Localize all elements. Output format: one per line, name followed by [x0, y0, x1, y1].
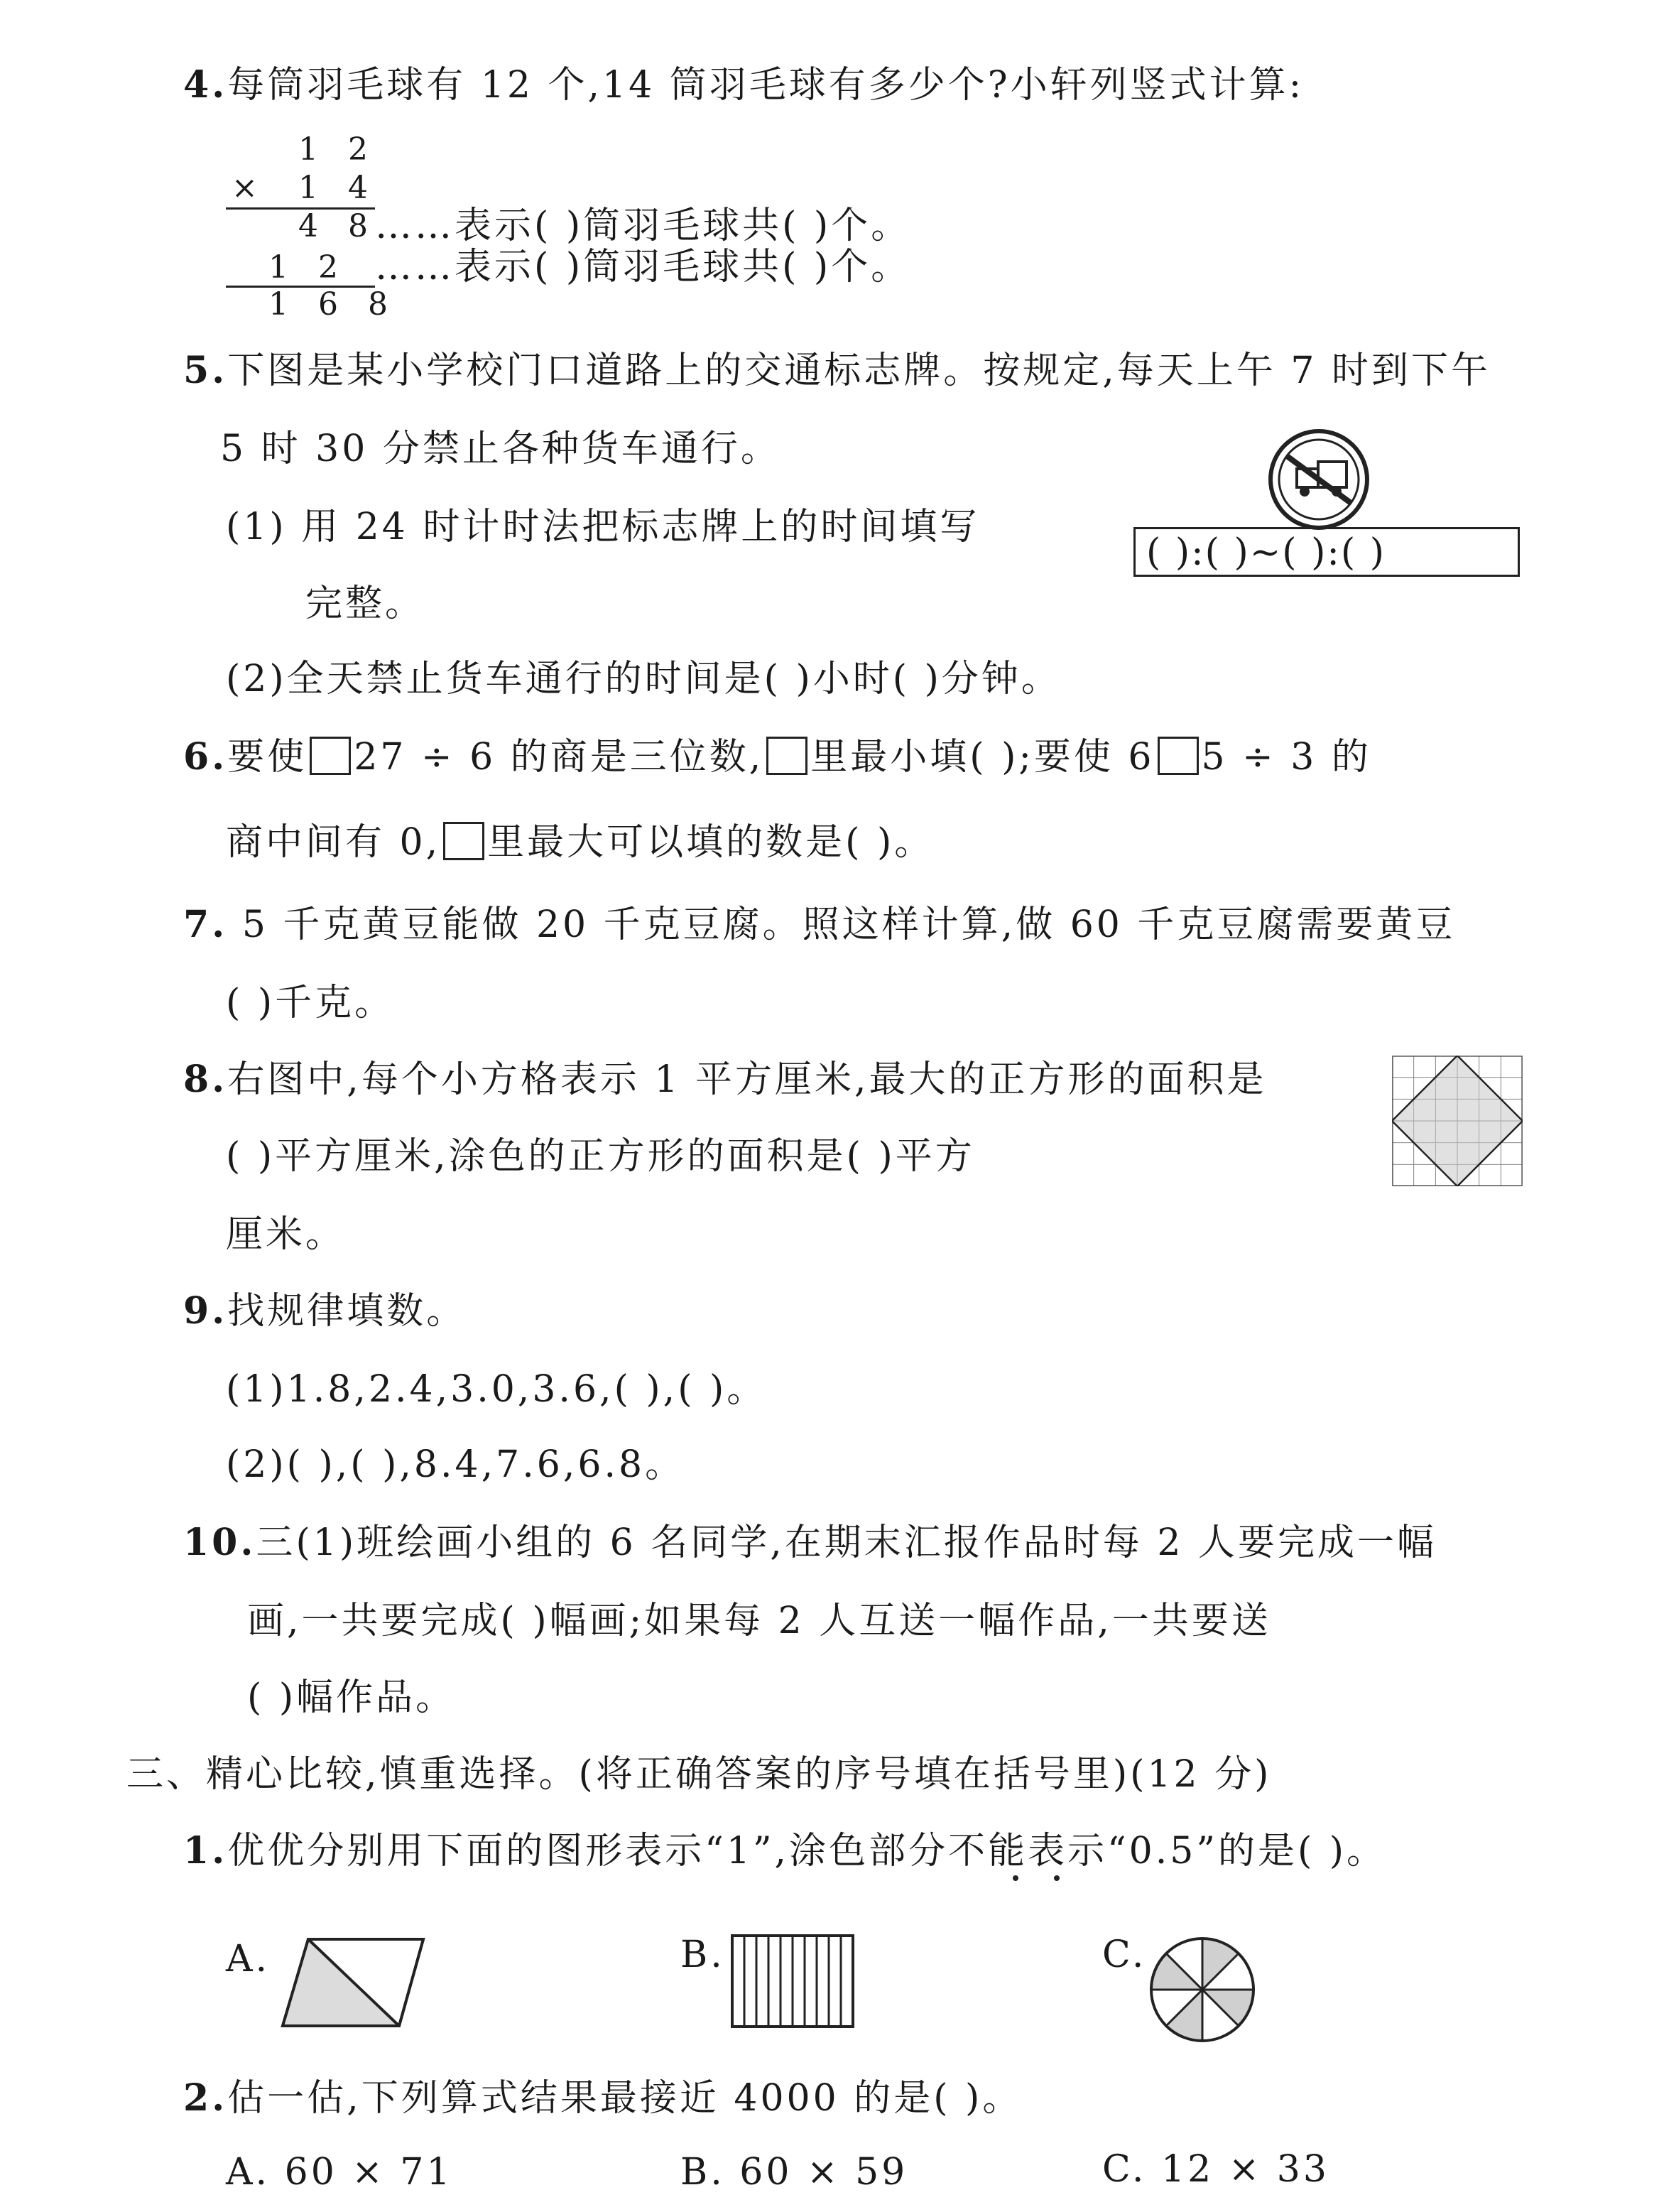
q4-multiplicand: 1 2 [298, 131, 378, 168]
emphasis-dot [1013, 1875, 1018, 1881]
q6-text-d: 5 ÷ 3 的 [1201, 736, 1371, 779]
q6-text-b: 27 ÷ 6 的商是三位数, [354, 736, 764, 779]
q5-sub-1b: 完整。 [305, 582, 425, 625]
q4-times-sign: × [232, 170, 258, 206]
q10-line-2: 画,一共要完成( )幅画;如果每 2 人互送一幅作品,一共要送 [247, 1600, 1271, 1642]
q5-sub-2: (2)全天禁止货车通行的时间是( )小时( )分钟。 [226, 658, 1061, 700]
q8-line-1 [183, 1057, 1267, 1102]
q5-sub-1a: (1) 用 24 时计时法把标志牌上的时间填写 [226, 506, 980, 548]
q7-line-1 [183, 902, 1455, 948]
q8-number: 8. [183, 1058, 228, 1101]
q6-blank-box-3 [1158, 737, 1199, 775]
q6-blank-box-2 [766, 737, 807, 775]
q5-line-2: 5 时 30 分禁止各种货车通行。 [220, 428, 780, 470]
q9-sub-2: (2)( ),( ),8.4,7.6,6.8。 [226, 1443, 685, 1486]
s3q1-line [183, 1828, 1386, 1874]
q10-text-1: 三(1)班绘画小组的 6 名同学,在期末汇报作品时每 2 人要完成一幅 [256, 1522, 1437, 1564]
q4-partial-1: 4 8 [298, 208, 378, 244]
sectored-circle-figure [1148, 1935, 1257, 2044]
q4-multiplier: 1 4 [298, 170, 378, 206]
q4-partial-2: 1 2 [268, 249, 348, 286]
q6-text-c: 里最小填( );要使 6 [810, 736, 1155, 779]
q8-text-1: 右图中,每个小方格表示 1 平方厘米,最大的正方形的面积是 [227, 1058, 1267, 1101]
q6-line-1 [183, 734, 1371, 780]
q6-blank-box-1 [310, 737, 351, 775]
no-trucks-sign-icon [1266, 426, 1372, 533]
q6-number: 6. [183, 735, 228, 779]
q6-text-a: 要使 [227, 736, 308, 779]
q7-number: 7. [183, 903, 228, 946]
q5-line-1 [183, 348, 1491, 394]
section-3-title: 三、精心比较,慎重选择。(将正确答案的序号填在括号里)(12 分) [126, 1753, 1272, 1796]
grid-square-figure [1392, 1056, 1523, 1186]
s3q2-number: 2. [183, 2076, 228, 2120]
q4-explain-2: ……表示( )筒羽毛球共( )个。 [375, 246, 911, 288]
s3q1-option-c-label: C. [1102, 1934, 1147, 1976]
q4-number: 4. [183, 63, 228, 107]
s3q2-option-b: B. 60 × 59 [680, 2151, 908, 2194]
q9-sub-1: (1)1.8,2.4,3.0,3.6,( ),( )。 [226, 1368, 767, 1411]
q6-text-e: 商中间有 0, [226, 821, 441, 864]
s3q2-text: 估一估,下列算式结果最接近 4000 的是( )。 [227, 2077, 1023, 2120]
s3q2-option-c: C. 12 × 33 [1102, 2148, 1329, 2191]
q9-title: 找规律填数。 [227, 1290, 467, 1333]
q10-line-1 [183, 1520, 1437, 1566]
parallelogram-figure [280, 1936, 429, 2029]
q6-blank-box-4 [443, 822, 484, 860]
q4-explain-1: ……表示( )筒羽毛球共( )个。 [375, 205, 911, 247]
s3q1-text: 优优分别用下面的图形表示“1”,涂色部分不能表示“0.5”的是( )。 [227, 1830, 1387, 1872]
q8-line-2: ( )平方厘米,涂色的正方形的面积是( )平方 [226, 1135, 975, 1178]
s3q2-option-a: A. 60 × 71 [226, 2151, 453, 2194]
q4-product: 1 6 8 [268, 286, 398, 322]
q7-line-2: ( )千克。 [226, 982, 395, 1024]
q10-number: 10. [183, 1521, 256, 1564]
q6-line-2 [226, 820, 934, 865]
q6-text-f: 里最大可以填的数是( )。 [487, 821, 935, 864]
s3q1-number: 1. [183, 1829, 228, 1872]
s3q1-option-a-label: A. [226, 1938, 271, 1980]
q8-line-3: 厘米。 [226, 1213, 346, 1256]
q7-text-1: 5 千克黄豆能做 20 千克豆腐。照这样计算,做 60 千克豆腐需要黄豆 [241, 904, 1456, 946]
q9-line-title [183, 1289, 466, 1334]
striped-rectangle-figure [730, 1934, 855, 2029]
s3q2-line [183, 2076, 1022, 2121]
q4-text: 每筒羽毛球有 12 个,14 筒羽毛球有多少个?小轩列竖式计算: [227, 64, 1305, 107]
q10-line-3: ( )幅作品。 [247, 1676, 456, 1719]
s3q1-option-b-label: B. [680, 1934, 725, 1976]
q5-number: 5. [183, 349, 228, 392]
q9-number: 9. [183, 1289, 228, 1333]
q5-text-1: 下图是某小学校门口道路上的交通标志牌。按规定,每天上午 7 时到下午 [227, 349, 1491, 392]
sign-time-text: ( ):( )~( ):( ) [1146, 531, 1386, 574]
emphasis-dot [1054, 1875, 1060, 1881]
q4-line [183, 63, 1304, 108]
